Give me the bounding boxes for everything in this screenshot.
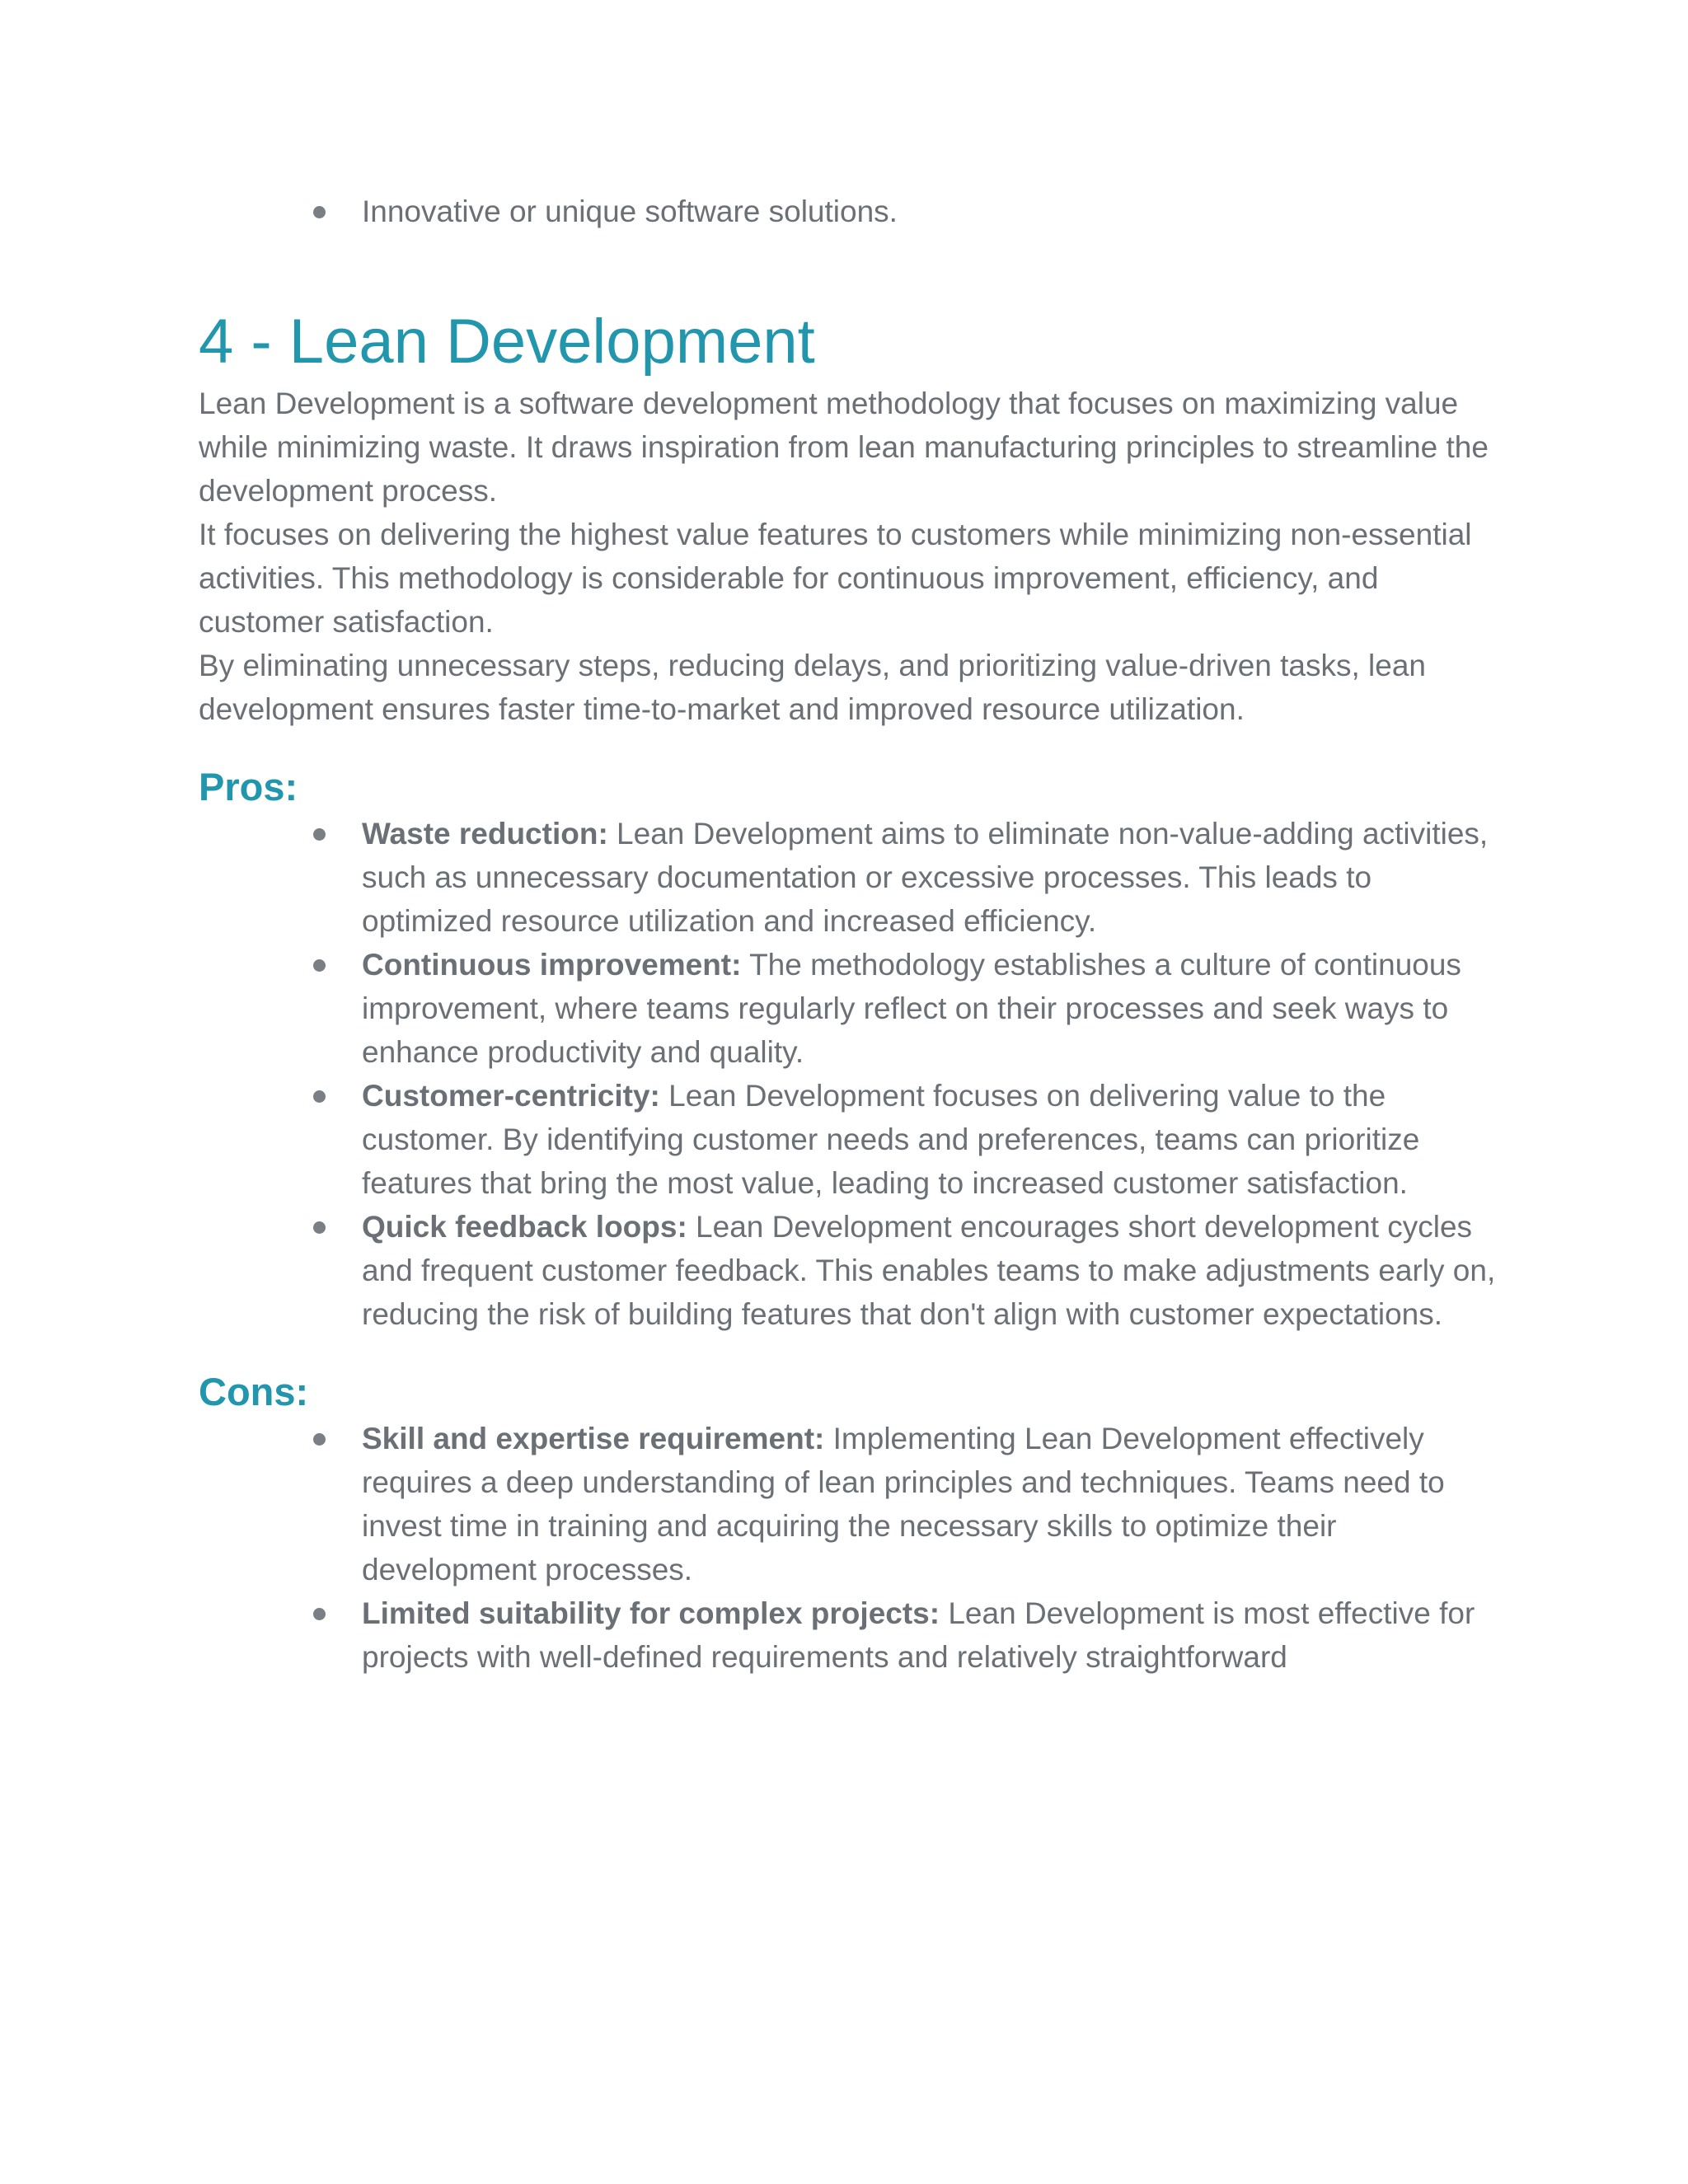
cons-heading: Cons: (199, 1370, 309, 1413)
bullet-icon (313, 206, 326, 218)
list-item-term: Limited suitability for complex projects: (362, 1596, 940, 1630)
top-bullet-list (199, 190, 1501, 233)
bullet-icon (313, 959, 326, 972)
list-item-term: Quick feedback loops: (362, 1210, 687, 1244)
list-item-term: Continuous improvement: (362, 948, 742, 982)
cons-list (199, 1417, 1501, 1679)
list-item (199, 1591, 1501, 1679)
list-item-text: Lean Development focuses on delivering value to the customer. By identifying customer needs and preferences, teams can prioritize features that bring the most value, leading to increased customer satisfaction. (362, 1079, 1420, 1200)
pros-heading: Pros: (199, 765, 298, 808)
paragraph: Lean Development is a software development methodology that focuses on maximizing value while minimizing waste. It draws inspiration from lean manufacturing principles to streamline the development process. (199, 387, 1489, 508)
bullet-icon (313, 1221, 326, 1234)
bullet-icon (313, 828, 326, 841)
list-item-term: Waste reduction: (362, 817, 608, 851)
list-item-text: Lean Development encourages short development cycles and frequent customer feedback. This enables teams to make adjustments early on, reducing the risk of building features that don't align with customer expectations. (362, 1210, 1496, 1331)
list-item (199, 1417, 1501, 1591)
list-item (199, 190, 1501, 233)
bullet-icon (313, 1090, 326, 1103)
list-item-text: The methodology establishes a culture of continuous improvement, where teams regularly reflect on their processes and seek ways to enhance productivity and quality. (362, 948, 1461, 1069)
paragraph: By eliminating unnecessary steps, reducing delays, and prioritizing value-driven tasks, lean development ensures faster time-to-market and improved resource utilization. (199, 649, 1426, 726)
list-item-text: Lean Development is most effective for projects with well-defined requirements and relatively straightforward (362, 1596, 1475, 1674)
list-item (199, 812, 1501, 943)
section-title: 4 - Lean Development (199, 307, 815, 377)
pros-list (199, 812, 1501, 1336)
list-item-term: Customer-centricity: (362, 1079, 660, 1113)
list-item (199, 943, 1501, 1074)
paragraph: It focuses on delivering the highest value features to customers while minimizing non-essential activities. This methodology is considerable for continuous improvement, efficiency, and customer satisfaction. (199, 518, 1472, 639)
list-item (199, 1205, 1501, 1336)
list-item-term: Skill and expertise requirement: (362, 1422, 825, 1455)
bullet-icon (313, 1433, 326, 1446)
list-item-text: Implementing Lean Development effectively requires a deep understanding of lean principles and techniques. Teams need to invest time in training and acquiring the necessary skills to optimize their development processes. (362, 1422, 1445, 1586)
list-item (199, 1074, 1501, 1205)
list-item-text: Lean Development aims to eliminate non-value-adding activities, such as unnecessary documentation or excessive processes. This leads to optimized resource utilization and increased efficiency. (362, 817, 1489, 938)
bullet-icon (313, 1608, 326, 1620)
list-item-text: Innovative or unique software solutions. (362, 194, 898, 228)
document-content (199, 190, 1501, 1679)
